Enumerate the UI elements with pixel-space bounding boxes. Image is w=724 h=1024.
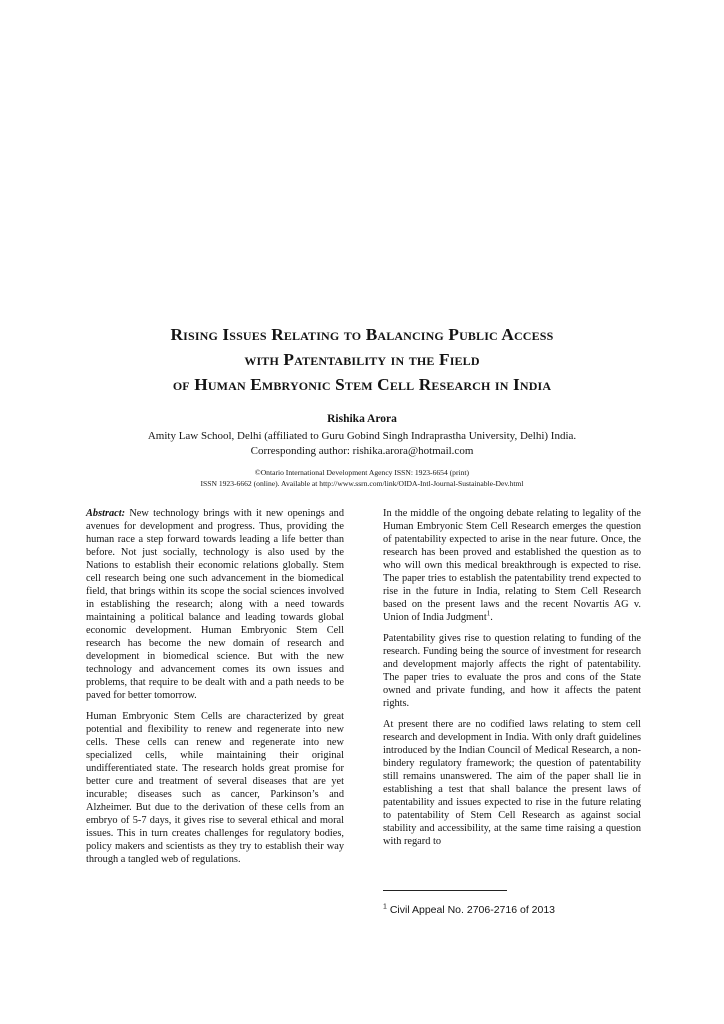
right-column	[383, 507, 641, 856]
corresponding-author: Corresponding author: rishika.arora@hotmail.com	[250, 445, 474, 457]
footnote-reference: 1	[486, 609, 491, 618]
footnote-marker: 1	[383, 903, 387, 911]
publication-info-online: ISSN 1923-6662 (online). Available at http://www.ssrn.com/link/OIDA-Intl-Journal-Sustainable-Dev.html	[200, 479, 524, 488]
abstract-text: New technology brings with it new openings and avenues for development and progress. Thus, providing the human race a step forward towards leading a life better than before. Not just socially, technology is also used by the Nations to establish their economic relations globally. Stem cell research being one such advancement in the biomedical field, that brings within its scope the social sciences involved in establishing the research; along with a need towards maintaining a political balance and leading towards global economic development. Human Embryonic Stem Cell research has become the new domain of research and development in biomedical science. But with the new technology and advancement comes its own issues and problems, that require to be dealt with and a path needs to be paved for better tomorrow.	[86, 508, 344, 701]
title-line-3: of Human Embryonic Stem Cell Research in India	[172, 375, 552, 394]
author-name: Rishika Arora	[327, 413, 397, 425]
paragraph-text: In the middle of the ongoing debate relating to legality of the Human Embryonic Stem Cell Research emerges the question of patentability expected to arise in the near future. Once, the research has been proved and established the question as to who will own this medical breakthrough is expected to rise. The paper tries to establish the patentability trend expected to rise in the future in India, relating to Stem Cell Research based on the present laws and the recent Novartis AG v. Union of India Judgment	[383, 508, 641, 623]
footnote-text: Civil Appeal No. 2706-2716 of 2013	[386, 904, 556, 916]
body-paragraph: Human Embryonic Stem Cells are characterized by great potential and flexibility to renew and regenerate into new cells. These cells can renew and regenerate into new specialized cells, while maintaining their original undifferentiated state. The research holds great promise for better cure and treatment of several diseases that are yet incurable; diseases such as cancer, Parkinson’s and Alzheimer. But due to the derivation of these cells from an embryo of 5-7 days, it gives rise to several ethical and moral issues. This in turn creates challenges for regulatory bodies, policy makers and scientists as they try to establish their way through a tangled web of regulations.	[86, 711, 344, 865]
body-paragraph: Patentability gives rise to question relating to funding of the research. Funding being the source of investment for research and development majorly affects the right of patentability. The paper tries to evaluate the pros and cons of the State owned and private funding, and how it affects the patent rights.	[383, 633, 641, 709]
body-paragraph	[383, 507, 641, 624]
abstract-paragraph	[86, 507, 344, 702]
publication-info-print: ©Ontario International Development Agency ISSN: 1923-6654 (print)	[254, 468, 470, 477]
footnote-divider	[383, 890, 507, 891]
paragraph-end: .	[490, 612, 493, 623]
title-line-2: with Patentability in the Field	[244, 350, 480, 369]
footnote	[383, 904, 555, 917]
paper-title	[60, 322, 664, 397]
title-line-1: Rising Issues Relating to Balancing Public Access	[170, 325, 554, 344]
abstract-label: Abstract:	[86, 508, 126, 519]
author-affiliation: Amity Law School, Delhi (affiliated to Guru Gobind Singh Indraprastha University, Delhi) India.	[147, 430, 577, 442]
body-paragraph: At present there are no codified laws relating to stem cell research and development in India. With only draft guidelines introduced by the Indian Council of Medical Research, a non-bindery regulatory framework; the question of patentability still remains unanswered. The aim of the paper shall lie in establishing a test that shall balance the present laws of patentability and issues expected to rise in the future relating to patentability of Stem Cell Research as against social stability and accessibility, at the same time raising a question with regard to	[383, 719, 641, 847]
left-column	[86, 507, 344, 874]
